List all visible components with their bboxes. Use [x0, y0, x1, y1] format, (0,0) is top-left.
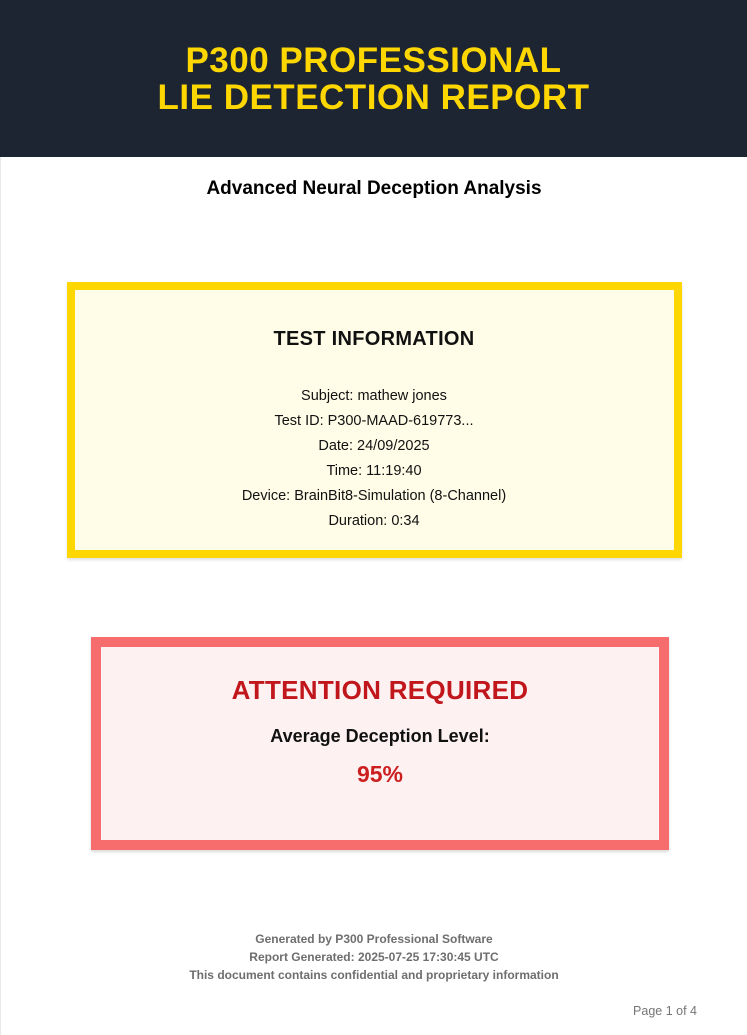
attention-required-box — [91, 637, 669, 850]
page-indicator: Page 1 of 4 — [633, 1004, 697, 1018]
footer-generated-by: Generated by P300 Professional Software — [255, 932, 493, 946]
deception-level-label: Average Deception Level: — [270, 726, 490, 746]
report-title-line1: P300 PROFESSIONAL — [185, 40, 562, 80]
info-row-subject: Subject: mathew jones — [301, 388, 447, 404]
footer-report-timestamp: Report Generated: 2025-07-25 17:30:45 UTC — [249, 950, 499, 964]
info-row-device: Device: BrainBit8-Simulation (8-Channel) — [241, 488, 507, 504]
info-row-test-id: Test ID: P300-MAAD-619773... — [274, 413, 474, 429]
footer-confidentiality-notice: This document contains confidential and proprietary information — [189, 968, 559, 982]
test-information-rows — [85, 384, 664, 534]
info-row-duration: Duration: 0:34 — [328, 513, 420, 529]
report-header — [0, 0, 747, 157]
attention-required-heading: ATTENTION REQUIRED — [231, 675, 529, 705]
report-title — [158, 42, 590, 116]
test-information-box — [67, 282, 682, 558]
info-row-date: Date: 24/09/2025 — [318, 438, 430, 454]
report-subtitle: Advanced Neural Deception Analysis — [206, 178, 542, 199]
deception-level-value: 95% — [356, 761, 404, 787]
info-row-time: Time: 11:19:40 — [326, 463, 422, 479]
report-body — [0, 157, 747, 1035]
document-footer — [1, 930, 747, 984]
report-title-line2: LIE DETECTION REPORT — [157, 77, 590, 117]
test-information-heading: TEST INFORMATION — [273, 328, 475, 350]
